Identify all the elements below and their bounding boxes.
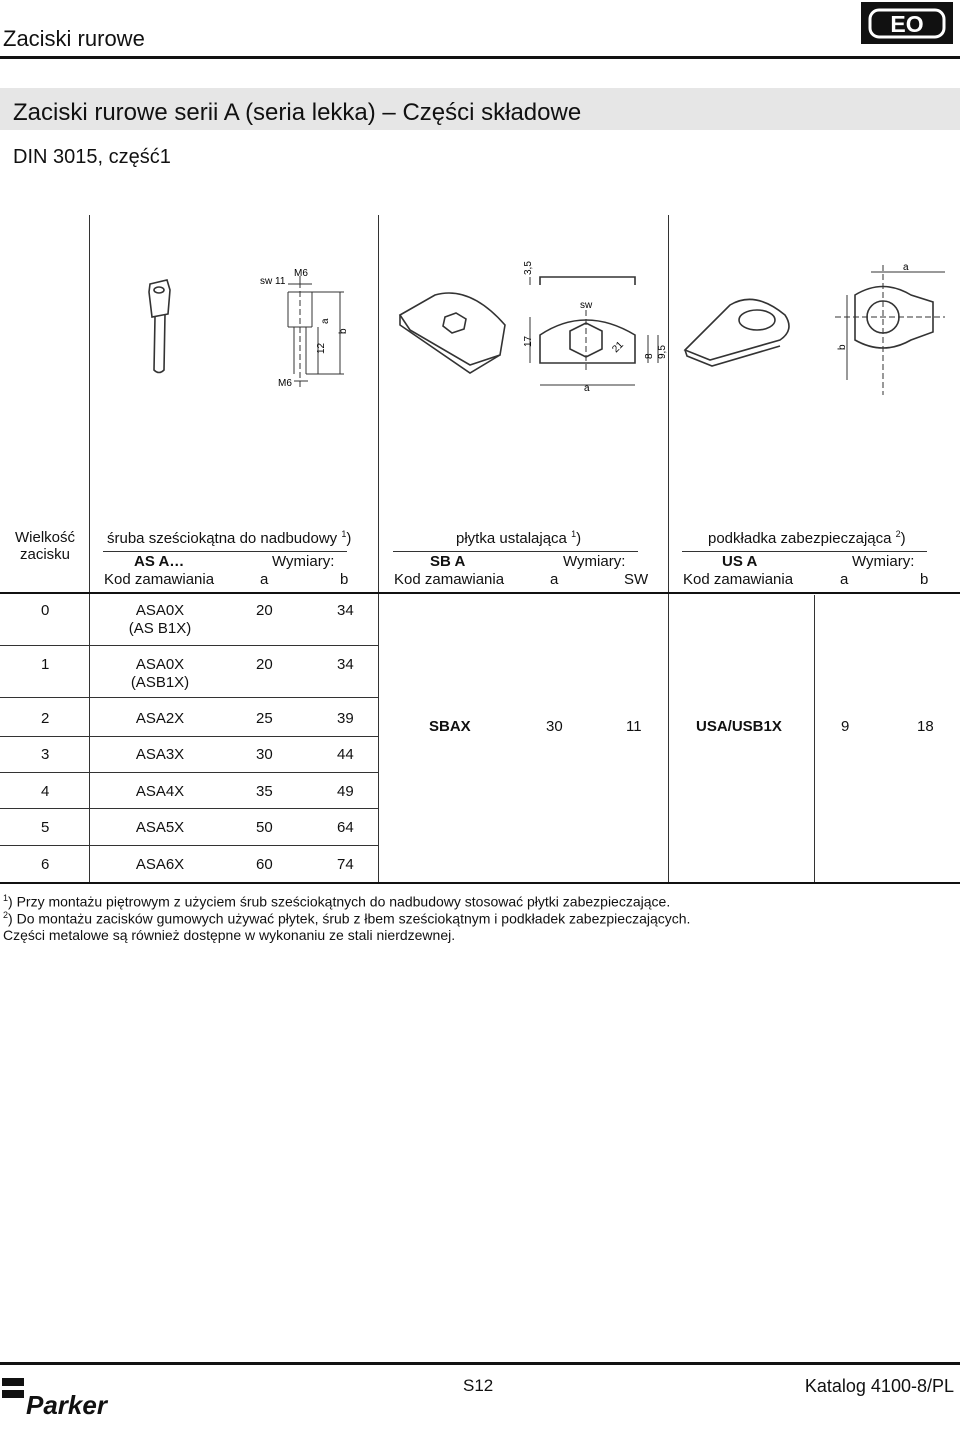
grid-line <box>378 215 379 883</box>
section-title: Zaciski rurowe <box>3 26 145 51</box>
page-title: Zaciski rurowe serii A (seria lekka) – Części składowe <box>13 99 582 126</box>
washer-b: 18 <box>917 718 934 735</box>
row-b: 39 <box>337 710 354 727</box>
washer-code: USA/USB1X <box>696 718 782 735</box>
grid-line <box>668 595 669 883</box>
row-size: 0 <box>41 602 50 619</box>
bolt-group-header: śruba sześciokątna do nadbudowy $^1$) <box>107 529 352 547</box>
plate-col-a: a <box>550 571 559 588</box>
row-b: 49 <box>337 783 354 800</box>
bolt-col-a: a <box>260 571 269 588</box>
bolt-drawing <box>140 262 360 392</box>
plate-dim-17: 17 <box>523 335 534 347</box>
row-size: 3 <box>41 746 50 763</box>
row-code: ASA0X <box>135 656 185 673</box>
grid-line <box>103 551 347 552</box>
bolt-code-header: AS A… <box>134 553 185 570</box>
page-subtitle: DIN 3015, część1 <box>13 146 171 168</box>
plate-col-sw: SW <box>624 571 649 588</box>
washer-dim-b: b <box>837 344 848 350</box>
grid-line <box>393 551 638 552</box>
plate-order-code-header: Kod zamawiania <box>394 571 505 588</box>
row-a: 20 <box>256 602 273 619</box>
washer-a: 9 <box>841 718 850 735</box>
footnote-1: $^1$) Przy montażu piętrowym z użyciem śrub sześciokątnych do nadbudowy stosować płytki zabezpieczające. <box>3 893 671 910</box>
bolt-col-b: b <box>340 571 349 588</box>
footnote-note: Części metalowe są również dostępne w wykonaniu ze stali nierdzewnej. <box>3 927 456 943</box>
row-size: 1 <box>41 656 50 673</box>
bolt-dim-a: a <box>320 318 331 324</box>
washer-drawing <box>675 260 955 400</box>
plate-code-header: SB A <box>430 553 466 570</box>
row-code: ASA2X <box>135 710 185 727</box>
row-b: 74 <box>337 856 354 873</box>
row-size: 6 <box>41 856 50 873</box>
washer-group-header: podkładka zabezpieczająca $^2$) <box>708 529 906 547</box>
grid-line <box>814 595 815 883</box>
page-number: S12 <box>463 1376 494 1395</box>
row-code: ASA3X <box>135 746 185 763</box>
bolt-thread-top: M6 <box>294 268 308 279</box>
plate-code: SBAX <box>429 718 471 735</box>
row-b: 34 <box>337 656 354 673</box>
plate-a: 30 <box>546 718 563 735</box>
row-a: 35 <box>256 783 273 800</box>
table-bottom-rule <box>0 882 960 884</box>
bolt-dims-header: Wymiary: <box>272 553 335 570</box>
row-rule <box>0 772 378 773</box>
row-a: 60 <box>256 856 273 873</box>
plate-dims-header: Wymiary: <box>563 553 626 570</box>
row-a: 20 <box>256 656 273 673</box>
plate-dim-a: a <box>584 383 590 394</box>
washer-col-b: b <box>920 571 929 588</box>
eo-logo-text: EO <box>890 11 924 37</box>
table-header-rule <box>0 592 960 594</box>
eo-logo <box>861 2 953 44</box>
grid-line <box>682 551 927 552</box>
washer-dim-a: a <box>903 262 909 273</box>
row-rule <box>0 808 378 809</box>
row-size: 4 <box>41 783 50 800</box>
row-b: 64 <box>337 819 354 836</box>
bolt-order-code-header: Kod zamawiania <box>104 571 215 588</box>
row-code: ASA0X <box>135 602 185 619</box>
footnote-ref-2: $^2$) <box>895 529 906 547</box>
row-rule <box>0 697 378 698</box>
header-rule <box>0 56 960 59</box>
bolt-dim-b: b <box>338 328 349 334</box>
row-rule <box>0 645 378 646</box>
row-a: 30 <box>256 746 273 763</box>
row-size: 5 <box>41 819 50 836</box>
plate-sw: 11 <box>626 718 642 735</box>
footnote-ref-1: $^1$) <box>341 529 352 547</box>
bolt-dim-12: 12 <box>316 342 327 354</box>
row-a: 50 <box>256 819 273 836</box>
plate-dim-21: 21 <box>610 339 626 356</box>
parker-logo-text: Parker <box>26 1390 107 1420</box>
bolt-thread-bottom: M6 <box>278 378 292 389</box>
bolt-sw-label: sw 11 <box>260 276 286 287</box>
washer-code-header: US A <box>722 553 758 570</box>
row-b: 44 <box>337 746 354 763</box>
plate-dim-sw: sw <box>580 300 593 311</box>
footnote-ref-1: $^1$) <box>571 529 582 547</box>
washer-col-a: a <box>840 571 849 588</box>
row-code-alt: (AS B1X) <box>128 620 192 637</box>
washer-dims-header: Wymiary: <box>852 553 915 570</box>
footnote-2: $^2$) Do montażu zacisków gumowych używać płytek, śrub z łbem sześciokątnym i podkładek zabezpieczających. <box>3 910 691 927</box>
plate-dim-8: 8 <box>644 353 655 359</box>
footer-rule <box>0 1362 960 1365</box>
row-b: 34 <box>337 602 354 619</box>
row-rule <box>0 736 378 737</box>
washer-order-code-header: Kod zamawiania <box>683 571 794 588</box>
row-code: ASA5X <box>135 819 185 836</box>
row-code: ASA4X <box>135 783 185 800</box>
row-code-alt: (ASB1X) <box>130 674 190 691</box>
row-size: 2 <box>41 710 50 727</box>
plate-group-header: płytka ustalająca $^1$) <box>456 529 582 547</box>
grid-line <box>89 215 90 883</box>
plate-dim-35: 3,5 <box>523 261 534 275</box>
plate-dim-95: 9,5 <box>657 345 668 359</box>
row-rule <box>0 845 378 846</box>
row-code: ASA6X <box>135 856 185 873</box>
row-a: 25 <box>256 710 273 727</box>
catalog-number: Katalog 4100-8/PL <box>804 1376 954 1396</box>
parker-logo <box>2 1378 132 1422</box>
plate-drawing <box>390 255 670 405</box>
col-size-header: Wielkość zacisku <box>14 529 75 563</box>
